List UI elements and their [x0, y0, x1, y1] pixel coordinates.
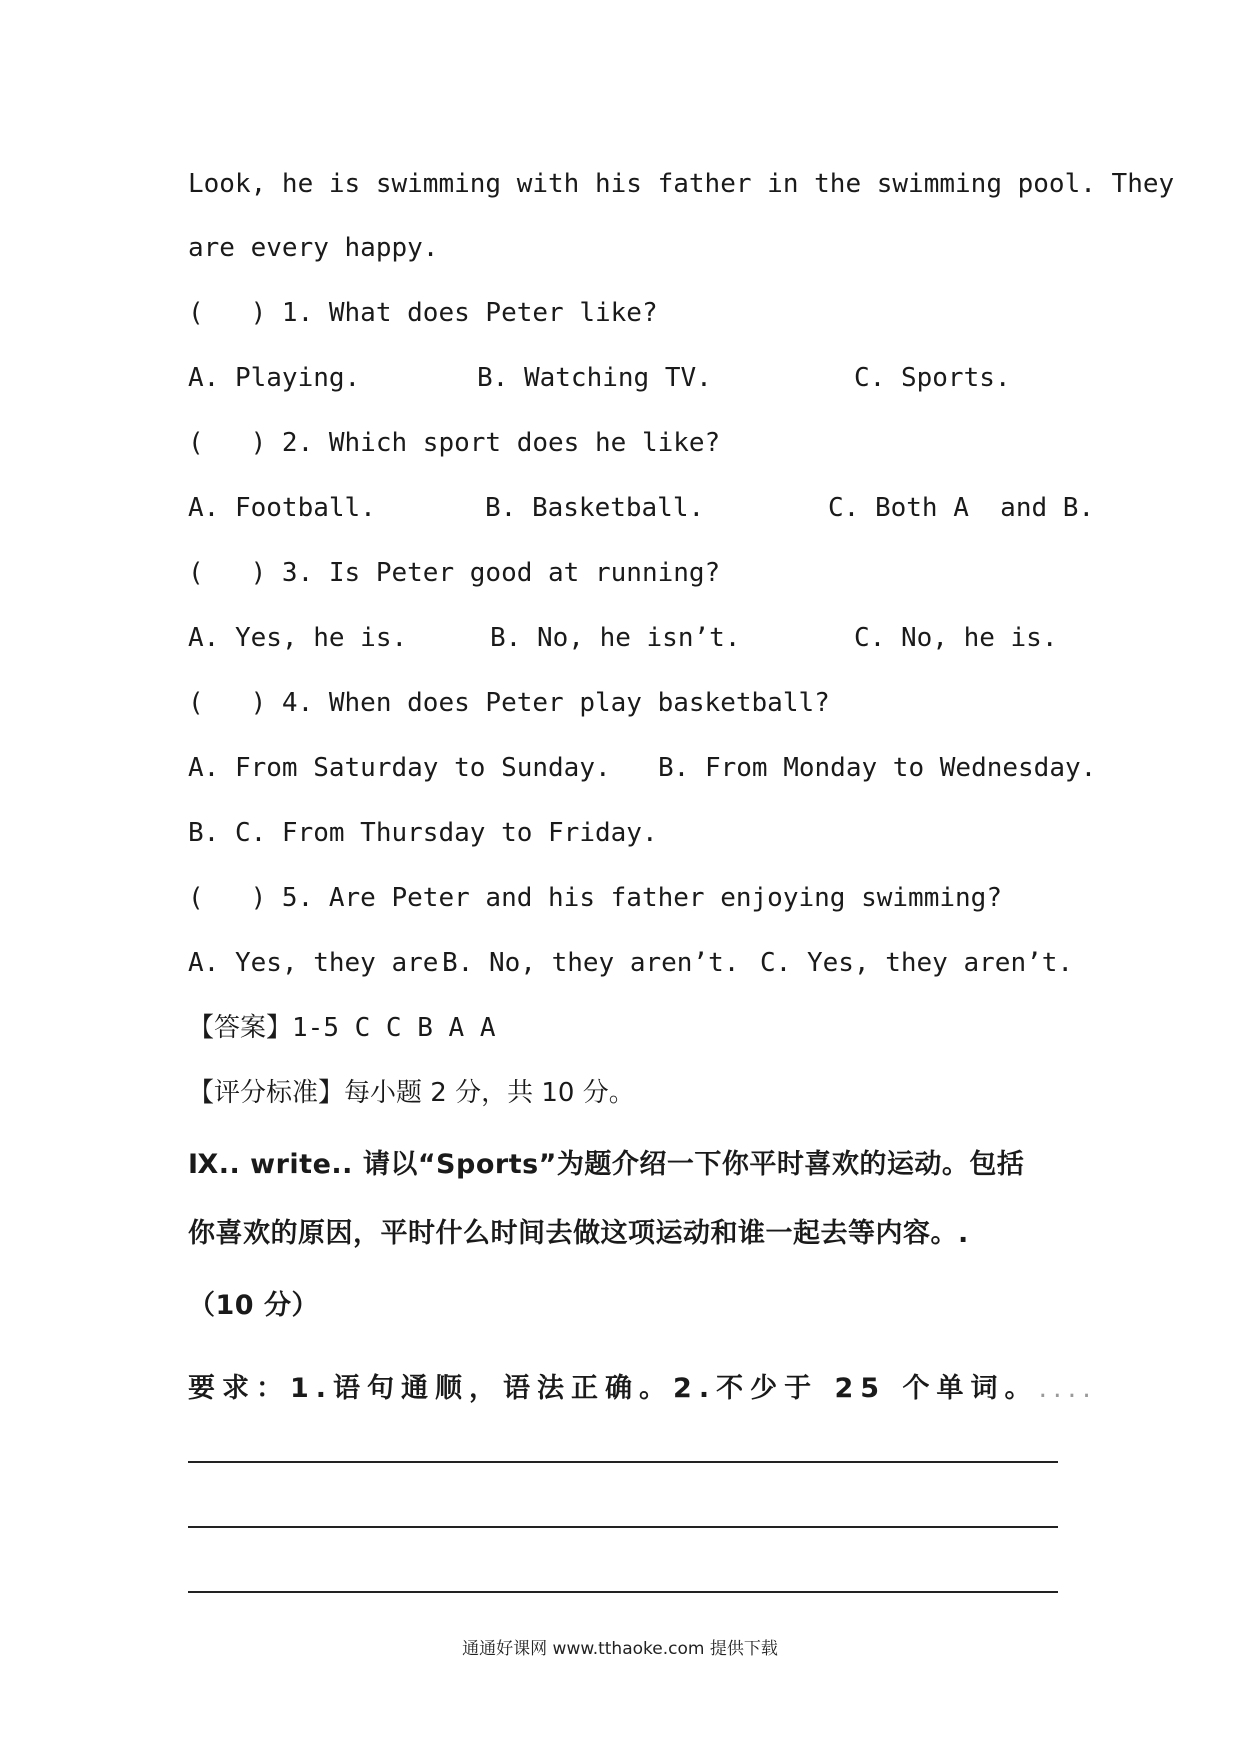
- answer-line: [188, 1011, 496, 1045]
- option-a: A. Playing.: [188, 363, 361, 393]
- option-c: C. Yes, they aren’t.: [760, 948, 1074, 978]
- question-3-options: [188, 621, 1058, 655]
- question-2-options: [188, 491, 1095, 525]
- option-b: B. Watching TV.: [477, 363, 712, 393]
- answer-blank-line-3[interactable]: [188, 1591, 1058, 1593]
- option-c: C. Both A and B.: [828, 493, 1095, 523]
- option-b: B. No, he isn’t.: [490, 623, 741, 653]
- scoring-line: [188, 1076, 635, 1110]
- question-5-stem: ( ) 5. Are Peter and his father enjoying swimming?: [188, 883, 1002, 913]
- question-1-options: [188, 361, 1058, 395]
- scoring-text: 每小题 2 分，共 10 分。: [344, 1078, 635, 1108]
- answer-blank-line-2[interactable]: [188, 1526, 1058, 1528]
- option-b: B. Basketball.: [485, 493, 705, 523]
- question-5-options: [188, 946, 1074, 980]
- question-1-stem: ( ) 1. What does Peter like?: [188, 298, 658, 328]
- option-a: A. From Saturday to Sunday.: [188, 753, 611, 783]
- question-2-stem: ( ) 2. Which sport does he like?: [188, 428, 721, 458]
- writing-requirement-text: 要求：1.语句通顺，语法正确。2.不少于 25 个单词。: [188, 1373, 1039, 1404]
- option-b: B. No, they aren’t.: [442, 948, 740, 978]
- answer-blank-line-1[interactable]: [188, 1461, 1058, 1463]
- question-4-stem: ( ) 4. When does Peter play basketball?: [188, 688, 830, 718]
- answer-label: 【答案】: [188, 1013, 293, 1043]
- writing-requirement: [188, 1372, 1097, 1406]
- writing-requirement-dots: ....: [1038, 1373, 1097, 1404]
- question-3-stem: ( ) 3. Is Peter good at running?: [188, 558, 721, 588]
- page-footer: 通通好课网 www.tthaoke.com 提供下载: [462, 1639, 778, 1659]
- option-b: B. From Monday to Wednesday.: [658, 753, 1097, 783]
- question-4-options-line-2: B. C. From Thursday to Friday.: [188, 818, 658, 848]
- question-4-options: [188, 751, 1097, 785]
- answer-text: 1-5 C C B A A: [292, 1013, 496, 1043]
- option-a: A. Football.: [188, 493, 376, 523]
- option-a: A. Yes, he is.: [188, 623, 408, 653]
- scoring-label: 【评分标准】: [188, 1078, 345, 1108]
- writing-points: （10 分）: [188, 1290, 319, 1321]
- passage-line-2: are every happy.: [188, 233, 439, 263]
- option-a: A. Yes, they are.: [188, 948, 455, 978]
- writing-instruction-line-1: Ⅸ.. write.. 请以“Sports”为题介绍一下你平时喜欢的运动。包括: [188, 1149, 1025, 1180]
- option-c: C. Sports.: [854, 363, 1011, 393]
- writing-instruction-line-2: 你喜欢的原因，平时什么时间去做这项运动和谁一起去等内容。.: [188, 1218, 969, 1249]
- passage-line-1: Look, he is swimming with his father in the swimming pool. They: [188, 169, 1175, 199]
- option-c: C. No, he is.: [854, 623, 1058, 653]
